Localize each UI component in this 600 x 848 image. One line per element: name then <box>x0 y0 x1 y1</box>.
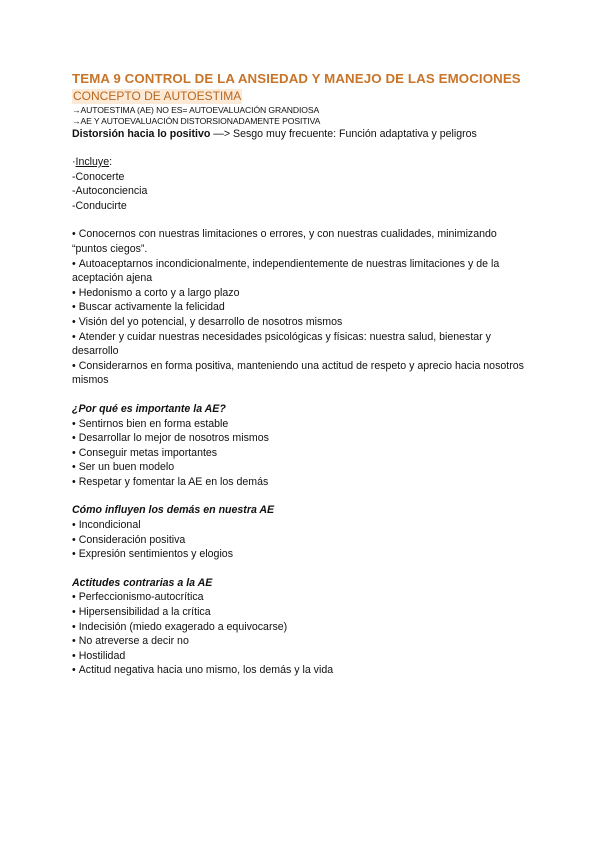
list-item-text: Hipersensibilidad a la crítica <box>78 606 211 619</box>
bullet-icon: • <box>72 620 76 633</box>
spacer <box>72 141 532 155</box>
bullet-icon: • <box>72 461 76 474</box>
section-heading-contrary: Actitudes contrarias a la AE <box>72 576 213 589</box>
document-page <box>72 70 532 678</box>
bullet-icon: • <box>72 649 76 662</box>
bullet-icon: • <box>72 432 76 445</box>
bullet-icon: • <box>72 548 76 561</box>
list-item-text: Autoaceptarnos incondicionalmente, independientemente de nuestras limitaciones y de la aceptación ajena <box>72 257 500 285</box>
list-item-text: Hedonismo a corto y a largo plazo <box>78 286 240 299</box>
list-item <box>72 518 532 533</box>
arrow-line-1: →AUTOESTIMA (AE) NO ES= AUTOEVALUACIÓN GRANDIOSA <box>72 105 320 115</box>
list-item <box>72 663 532 678</box>
includes-suffix: : <box>109 156 113 168</box>
bias-line <box>72 127 532 141</box>
bullet-icon: • <box>72 475 76 488</box>
bullet-icon: • <box>72 257 76 270</box>
list-item <box>72 605 532 620</box>
bullet-icon: • <box>72 359 76 372</box>
includes-prefix: · <box>72 156 76 168</box>
influence-list <box>72 518 532 562</box>
includes-label: Incluye <box>75 156 110 168</box>
bullet-icon: • <box>72 228 76 241</box>
list-item-text: Considerarnos en forma positiva, manteniendo una actitud de respeto y aprecio hacia nosotros mismos <box>72 359 524 387</box>
list-item <box>72 460 532 475</box>
spacer <box>72 388 532 402</box>
bias-rest-text: —> Sesgo muy frecuente: Función adaptativa y peligros <box>210 128 477 140</box>
list-item <box>72 634 532 649</box>
document-title: TEMA 9 CONTROL DE LA ANSIEDAD Y MANEJO DE LAS EMOCIONES <box>72 71 521 86</box>
spacer <box>72 562 532 576</box>
bullet-icon: • <box>72 635 76 648</box>
subtitle-row <box>72 87 532 105</box>
list-item-text: Conseguir metas importantes <box>78 446 218 459</box>
bullet-icon: • <box>72 417 76 430</box>
importance-list <box>72 417 532 490</box>
bullet-icon: • <box>72 286 76 299</box>
list-item <box>72 590 532 605</box>
contrary-list <box>72 590 532 678</box>
list-item-text: Consideración positiva <box>78 533 186 546</box>
list-item-text: Expresión sentimientos y elogios <box>78 548 233 561</box>
list-item <box>72 315 532 330</box>
bullet-icon: • <box>72 533 76 546</box>
bullet-icon: • <box>72 446 76 459</box>
list-item <box>72 257 532 286</box>
list-item <box>72 286 532 301</box>
list-item <box>72 300 532 315</box>
section-heading-influence: Cómo influyen los demás en nuestra AE <box>72 504 275 517</box>
bullet-icon: • <box>72 315 76 328</box>
bullet-icon: • <box>72 301 76 314</box>
section-heading-importance: ¿Por qué es importante la AE? <box>72 402 226 415</box>
list-item-text: No atreverse a decir no <box>78 635 189 648</box>
list-item <box>72 359 532 388</box>
list-item-text: Ser un buen modelo <box>78 461 175 474</box>
bullet-icon: • <box>72 664 76 677</box>
includes-heading <box>72 155 532 170</box>
list-item-text: Respetar y fomentar la AE en los demás <box>78 475 269 488</box>
list-item-text: Visión del yo potencial, y desarrollo de nosotros mismos <box>78 315 343 328</box>
list-item: -Autoconciencia <box>72 185 148 198</box>
list-item-text: Incondicional <box>78 519 141 532</box>
list-item-text: Hostilidad <box>78 649 126 662</box>
list-item-text: Actitud negativa hacia uno mismo, los demás y la vida <box>78 664 334 677</box>
list-item-text: Atender y cuidar nuestras necesidades psicológicas y físicas: nuestra salud, bienestar y desarrollo <box>72 330 491 358</box>
list-item-text: Perfeccionismo-autocrítica <box>78 591 204 604</box>
bias-bold-text: Distorsión hacia lo positivo <box>72 128 211 140</box>
list-item-text: Conocernos con nuestras limitaciones o errores, y con nuestras cualidades, minimizando “puntos ciegos”. <box>72 228 497 255</box>
spacer <box>72 213 532 227</box>
list-item <box>72 649 532 664</box>
list-item-text: Desarrollar lo mejor de nosotros mismos <box>78 432 269 445</box>
list-item <box>72 431 532 446</box>
section-subtitle: CONCEPTO DE AUTOESTIMA <box>73 89 242 103</box>
list-item <box>72 417 532 432</box>
bullet-icon: • <box>72 606 76 619</box>
arrow-line-2: →AE Y AUTOEVALUACIÓN DISTORSIONADAMENTE POSITIVA <box>72 116 321 126</box>
list-item: -Conducirte <box>72 199 127 212</box>
list-item-text: Buscar activamente la felicidad <box>78 301 225 314</box>
list-item-text: Indecisión (miedo exagerado a equivocarse) <box>78 620 288 633</box>
list-item <box>72 227 532 256</box>
bullet-icon: • <box>72 519 76 532</box>
list-item <box>72 330 532 359</box>
bullet-icon: • <box>72 591 76 604</box>
concept-bullet-list <box>72 227 532 388</box>
spacer <box>72 489 532 503</box>
bullet-icon: • <box>72 330 76 343</box>
list-item <box>72 620 532 635</box>
list-item <box>72 475 532 490</box>
list-item: -Conocerte <box>72 170 125 183</box>
list-item-text: Sentirnos bien en forma estable <box>78 417 229 430</box>
includes-list <box>72 170 532 214</box>
list-item <box>72 446 532 461</box>
list-item <box>72 547 532 562</box>
list-item <box>72 533 532 548</box>
